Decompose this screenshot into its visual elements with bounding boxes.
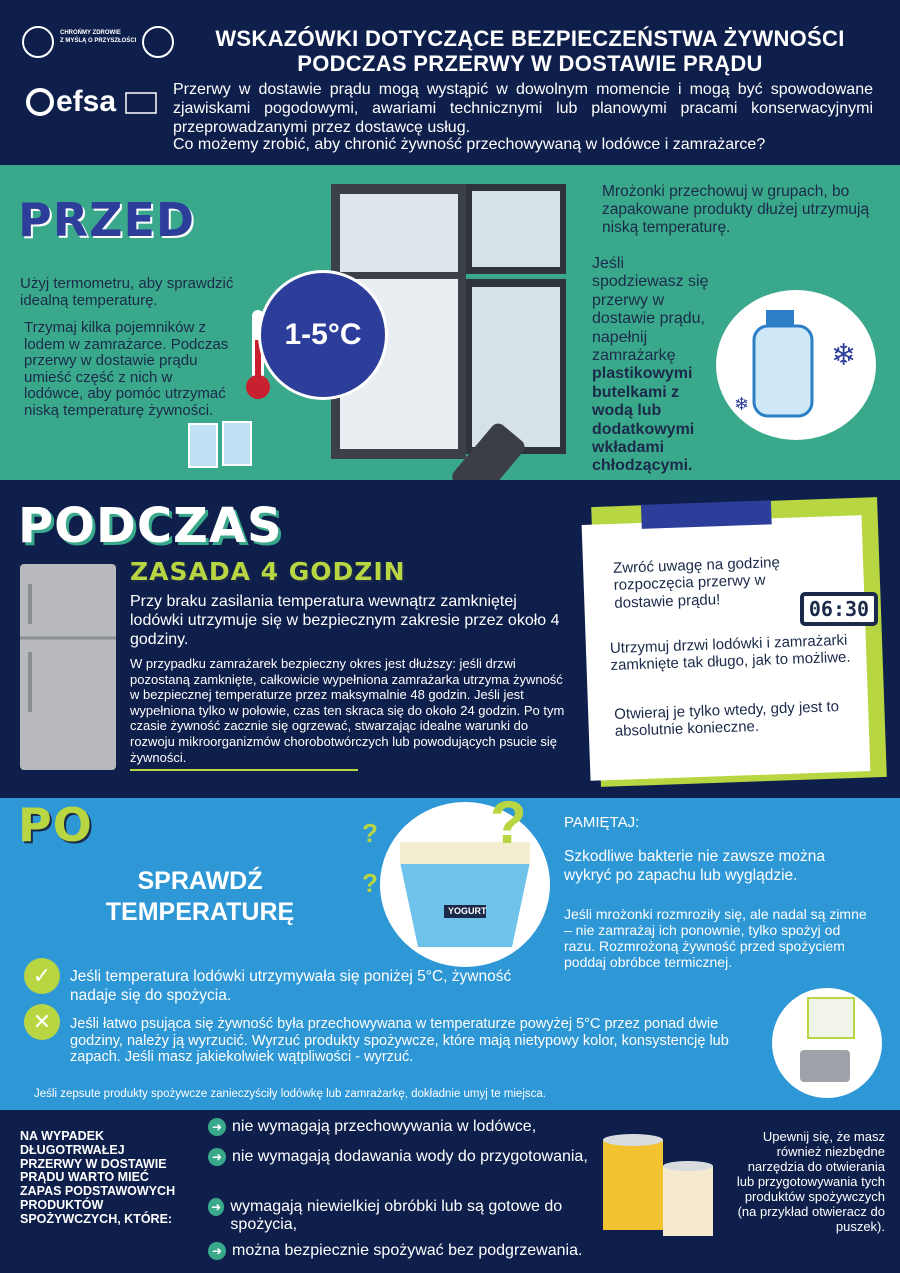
list-item: ➜ nie wymagają przechowywania w lodówce, bbox=[208, 1118, 598, 1148]
tools-tip: Upewnij się, że masz również niezbędne narzędzia do otwierania lub przygotowywania tych produktów spożywczych (na przykład otwieracz do puszek). bbox=[736, 1129, 885, 1234]
underline-accent bbox=[130, 769, 358, 771]
arrow-icon: ➜ bbox=[208, 1148, 226, 1166]
note-keep-closed: Utrzymuj drzwi lodówki i zamrażarki zamknięte tak długo, jak to możliwe. bbox=[609, 631, 851, 675]
svg-text:❄: ❄ bbox=[734, 394, 750, 415]
note-start-time: Zwróć uwagę na godzinę rozpoczęcia przerwy w dostawie prądu! bbox=[612, 554, 781, 612]
during-section bbox=[0, 480, 900, 798]
remember-thawed: Jeśli mrożonki rozmroziły się, ale nadal są zimne – nie zamrażaj ich ponownie, tylko spożyj od razu. Rozmrożoną żywność przed spożyciem poddaj obróbce termicznej. bbox=[564, 906, 867, 971]
health-logo-text: CHROŃMY ZDROWIE Z MYŚLĄ O PRZYSZŁOŚCI bbox=[60, 30, 137, 44]
svg-text:❄: ❄ bbox=[831, 338, 857, 373]
list-item: ➜ wymagają niewielkiej obróbki lub są gotowe do spożycia, bbox=[208, 1198, 598, 1242]
remember-title: PAMIĘTAJ: bbox=[564, 814, 640, 831]
remember-bacteria: Szkodliwe bakterie nie zawsze można wykryć po zapachu lub wyglądzie. bbox=[564, 848, 826, 884]
check-temperature-title: SPRAWDŹ TEMPERATURĘ bbox=[105, 867, 295, 927]
page-title: WSKAZÓWKI DOTYCZĄCE BEZPIECZEŃSTWA ŻYWNOŚCI PODCZAS PRZERWY W DOSTAWIE PRĄDU bbox=[215, 26, 845, 77]
after-section bbox=[0, 789, 900, 1110]
before-section bbox=[0, 165, 900, 480]
question-mark-icon: ? bbox=[362, 868, 378, 898]
four-hour-rule-title: ZASADA 4 GODZIN bbox=[130, 557, 406, 586]
stock-section bbox=[0, 1110, 900, 1273]
header-section bbox=[0, 0, 900, 165]
stock-list bbox=[208, 1118, 598, 1260]
canned-food-icon bbox=[598, 1130, 728, 1255]
before-title: PRZED bbox=[18, 193, 196, 247]
bottles-tip: Jeśli spodziewasz się przerwy w dostawie prądu, napełnij zamrażarkę plastikowymi butelkami z wodą lub dodatkowymi wkładami chłodzącymi. bbox=[592, 255, 709, 475]
yogurt-icon: YOGURT bbox=[380, 802, 550, 967]
safe-food-text: Jeśli temperatura lodówki utrzymywała się poniżej 5°C, żywność nadaje się do spożycia. bbox=[70, 968, 512, 1004]
after-title: PO bbox=[18, 798, 93, 852]
clean-fridge-note: Jeśli zepsute produkty spożywcze zanieczyściły lodówkę lub zamrażarkę, dokładnie umyj te miejsca. bbox=[34, 1088, 546, 1100]
note-open-only: Otwieraj je tylko wtedy, gdy jest to absolutnie konieczne. bbox=[613, 698, 840, 741]
arrow-icon: ➜ bbox=[208, 1118, 226, 1136]
temperature-badge: 1-5°C bbox=[258, 270, 388, 400]
discard-food-text: Jeśli łatwo psująca się żywność była przechowywana w temperaturze powyżej 5°C przez ponad dwie godziny, należy ją wyrzucić. Wyrzuć produkty spożywcze, które mają nietypowy kolor, konsystencję lub zapach. Jeśli masz jakiekolwiek wątpliwości - wyrzuć. bbox=[70, 1016, 729, 1066]
four-hour-rule-body: W przypadku zamrażarek bezpieczny okres jest dłuższy: jeśli drzwi pozostaną zamknięte, całkowicie wypełniona zamrażarka utrzyma żywność w bezpiecznej temperaturze przez maksymalnie 48 godzin. Jeśli jest wypełniona tylko w połowie, czas ten skraca się do około 24 godzin. Po tym czasie żywność zacznie się ogrzewać, stwarzając idealne warunki do rozwoju mikroorganizmów chorobotwórczych lub powodujących psucie się żywności. bbox=[130, 656, 565, 765]
efsa-logo: efsa bbox=[26, 85, 158, 119]
stock-title: NA WYPADEK DŁUGOTRWAŁEJ PRZERWY W DOSTAWIE PRĄDU WARTO MIEĆ ZAPAS PODSTAWOWYCH PRODUKTÓW SPOŻYWCZYCH, KTÓRE: bbox=[20, 1129, 176, 1226]
question-mark-icon: ? bbox=[362, 818, 378, 848]
thermometer-tip: Użyj termometru, aby sprawdzić idealną temperaturę. bbox=[20, 275, 234, 310]
ice-pack-icon bbox=[222, 421, 252, 466]
ice-packs-tip: Trzymaj kilka pojemników z lodem w zamrażarce. Podczas przerwy w dostawie prądu umieść część z nich w lodówce, aby pomóc utrzymać niską temperaturę żywności. bbox=[24, 319, 229, 419]
note-card bbox=[582, 515, 871, 781]
check-icon: ✓ bbox=[24, 958, 60, 994]
pot-icon bbox=[772, 988, 882, 1098]
intro-question: Co możemy zrobić, aby chronić żywność przechowywaną w lodówce i zamrażarce? bbox=[173, 136, 766, 153]
list-item: ➜ można bezpiecznie spożywać bez podgrzewania. bbox=[208, 1242, 598, 1260]
during-title: PODCZAS bbox=[18, 498, 283, 554]
cross-icon: ✕ bbox=[24, 1004, 60, 1040]
list-item: ➜ nie wymagają dodawania wody do przygotowania, bbox=[208, 1148, 598, 1198]
clock-display: 06:30 bbox=[800, 592, 878, 626]
emblem-logo-icon bbox=[142, 26, 174, 58]
intro-text: Przerwy w dostawie prądu mogą wystąpić w dowolnym momencie i mogą być spowodowane zjawiskami pogodowymi, awariami technicznymi lub planowymi pracami konserwacyjnymi przeprowadzanymi przez dostawcę usług. bbox=[173, 81, 873, 137]
note-tape bbox=[641, 500, 772, 529]
question-mark-icon: ? bbox=[490, 789, 527, 856]
ice-pack-icon bbox=[188, 423, 218, 468]
arrow-icon: ➜ bbox=[208, 1242, 226, 1260]
fridge-icon bbox=[18, 564, 118, 770]
water-bottle-icon bbox=[716, 290, 876, 440]
frozen-groups-tip: Mrożonki przechowuj w grupach, bo zapakowane produkty dłużej utrzymują niską temperaturę. bbox=[602, 183, 870, 236]
arrow-icon: ➜ bbox=[208, 1198, 224, 1216]
health-logo-icon bbox=[22, 26, 54, 58]
four-hour-rule-lead: Przy braku zasilania temperatura wewnątrz zamkniętej lodówki utrzymuje się w bezpiecznym zakresie przez około 4 godziny. bbox=[130, 593, 560, 649]
